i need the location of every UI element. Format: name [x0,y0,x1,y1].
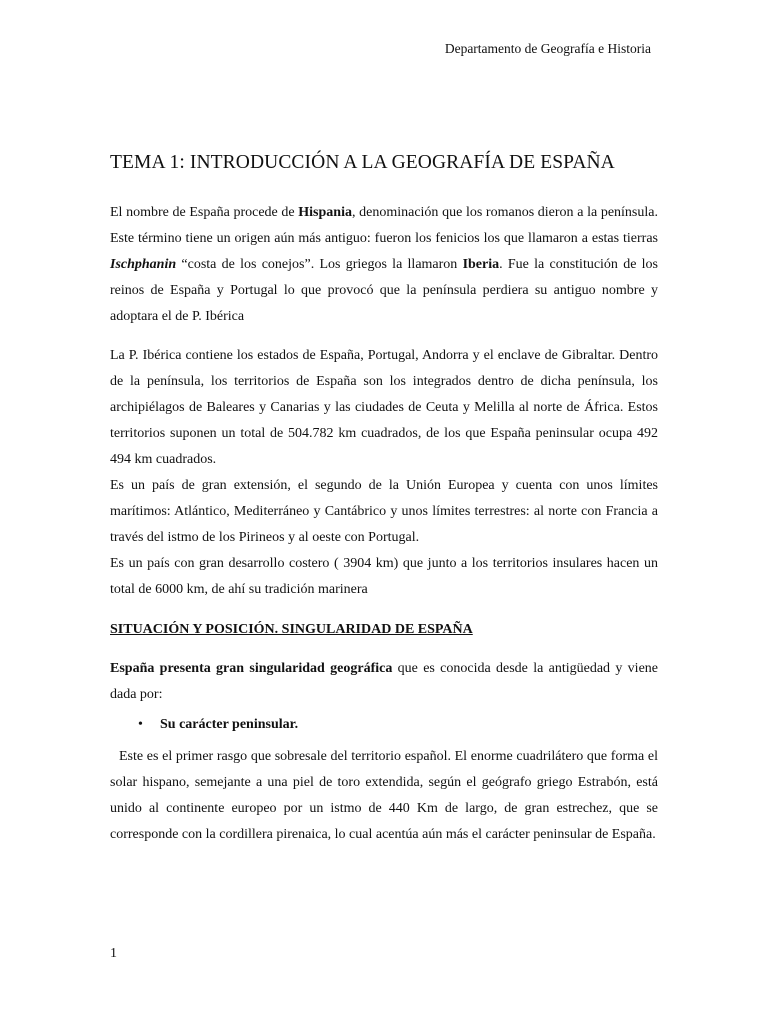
bullet-item-peninsular [110,712,658,738]
document-body [110,152,658,848]
singularidad-lead [110,656,658,708]
page-number: 1 [110,946,117,961]
intro-text-4: . Fue la constitución de los reinos de España y Portugal lo que provocó que la península perdiera su antiguo nombre y adoptara el de P. Ibérica [110,257,658,324]
peninsular-body-paragraph: Este es el primer rasgo que sobresale del territorio español. El enorme cuadrilátero que forma el solar hispano, semejante a una piel de toro extendida, según el geógrafo griego Estrabón, está unido al continente europeo por un istmo de 440 Km de largo, de gran estrechez, que se corresponde con la cordillera pirenaica, lo cual acentúa aún más el carácter peninsular de España. [110,749,658,842]
intro-text-1: El nombre de España procede de [110,205,299,220]
bullet-label: Su carácter peninsular. [160,717,299,732]
page-header-department: Departamento de Geografía e Historia [444,41,651,56]
term-hispania: Hispania [298,205,352,220]
section-heading-singularidad: SITUACIÓN Y POSICIÓN. SINGULARIDAD DE ESPAÑA [110,622,473,637]
bullet-icon: • [138,717,143,732]
singularidad-lead-bold: España presenta gran singularidad geográfica [110,661,393,676]
intro-text-3: “costa de los conejos”. Los griegos la llamaron [176,257,463,272]
intro-paragraph [110,200,658,330]
extension-paragraph: Es un país de gran extensión, el segundo de la Unión Europea y cuenta con unos límites marítimos: Atlántico, Mediterráneo y Cantábrico y unos límites terrestres: al norte con Francia a través del istmo de los Pirineos y al oeste con Portugal. [110,478,658,545]
term-iberia: Iberia [462,257,500,272]
term-ischphanin: Ischphanin [110,257,177,272]
peninsula-paragraph: La P. Ibérica contiene los estados de España, Portugal, Andorra y el enclave de Gibraltar. Dentro de la península, los territorios de España son los integrados dentro de dicha península, los archipiélagos de Baleares y Canarias y las ciudades de Ceuta y Melilla al norte de África. Estos territorios suponen un total de 504.782 km cuadrados, de los que España peninsular ocupa 492 494 km cuadrados. [110,348,658,467]
intro-text-2: , denominación que los romanos dieron a la península. Este término tiene un origen aún más antiguo: fueron los fenicios los que llamaron a estas tierras [110,205,658,246]
coastline-paragraph: Es un país con gran desarrollo costero ( 3904 km) que junto a los territorios insulares hacen un total de 6000 km, de ahí su tradición marinera [110,556,658,597]
singularidad-lead-rest: que es conocida desde la antigüedad y viene dada por: [110,661,658,702]
document-title: TEMA 1: INTRODUCCIÓN A LA GEOGRAFÍA DE ESPAÑA [110,152,615,173]
